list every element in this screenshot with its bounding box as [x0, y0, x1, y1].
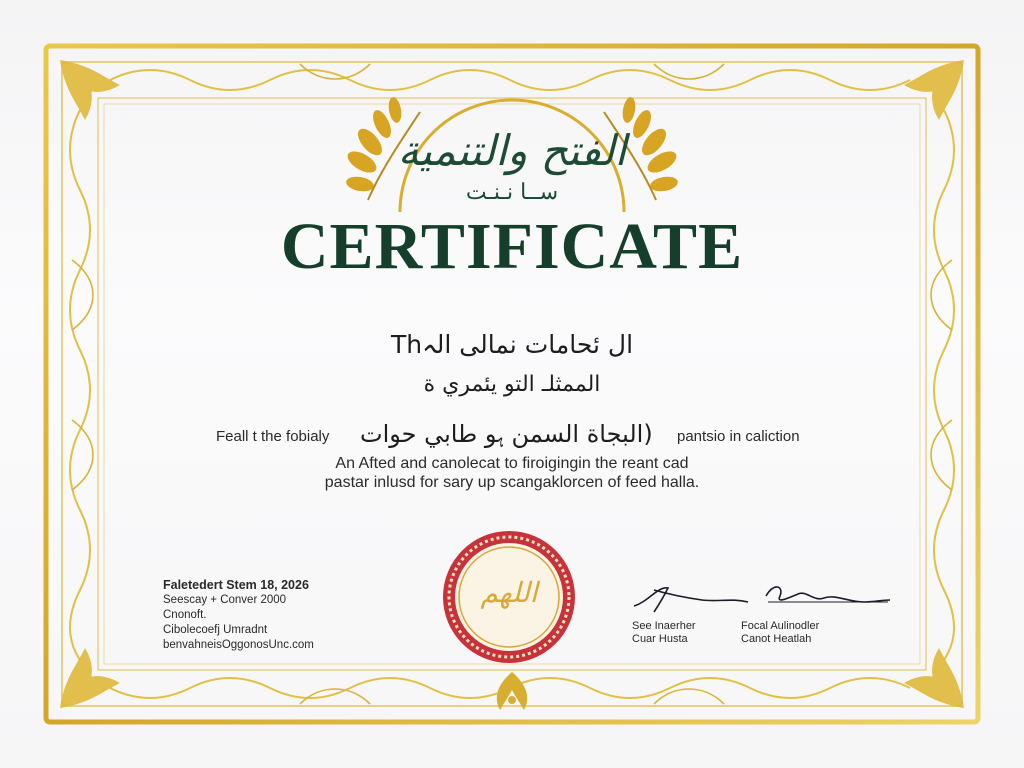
details-line-4: Cibolecoefj Umradnt: [163, 624, 268, 636]
signature-block: [628, 572, 898, 652]
official-seal: [440, 528, 578, 666]
signature-right-title: Canot Heatlah: [741, 633, 812, 645]
signature-left-name: See Inaerher: [632, 620, 696, 632]
arabic-line-1: Thال ئحامات نمالی الہ: [390, 330, 634, 359]
signature-scribble-icon: [628, 572, 898, 620]
seal-calligraphy: اللهم: [480, 576, 538, 609]
emblem-calligraphy-sub: ســا نـنـت: [465, 180, 559, 205]
recipient-text-left: Feall t the fobialy: [216, 428, 330, 445]
body-text-line-2: pastar inlusd for sary up scangaklorcen of feed halla.: [324, 474, 700, 491]
details-line-3: Cnonoft.: [163, 609, 207, 621]
signature-left-title: Cuar Husta: [632, 633, 688, 645]
signature-right-name: Focal Aulinodler: [741, 620, 820, 632]
details-website: benvahneisOggonosUnc.com: [163, 639, 314, 651]
signature-right: [741, 620, 819, 646]
arabic-line-3: [0, 416, 1024, 450]
signature-left: [632, 620, 696, 646]
recipient-text-middle: البجاة السمن ﮨﻮ طابي حوات): [360, 420, 653, 448]
details-block: [163, 578, 314, 653]
arabic-line-2: الممثلـ التو يئمري ة: [423, 372, 601, 397]
body-text-line-1: An Afted and canolecat to firoigingin the reant cad: [335, 455, 689, 472]
certificate-title: CERTIFICATE: [280, 210, 744, 283]
details-date: Faletedert Stem 18, 2026: [163, 578, 309, 592]
details-line-2: Seescay + Conver 2000: [163, 594, 287, 606]
recipient-text-right: pantsio in caliction: [677, 428, 800, 445]
calligraphy-emblem: [340, 72, 684, 222]
emblem-calligraphy: الفتح والتنمية: [397, 126, 627, 175]
